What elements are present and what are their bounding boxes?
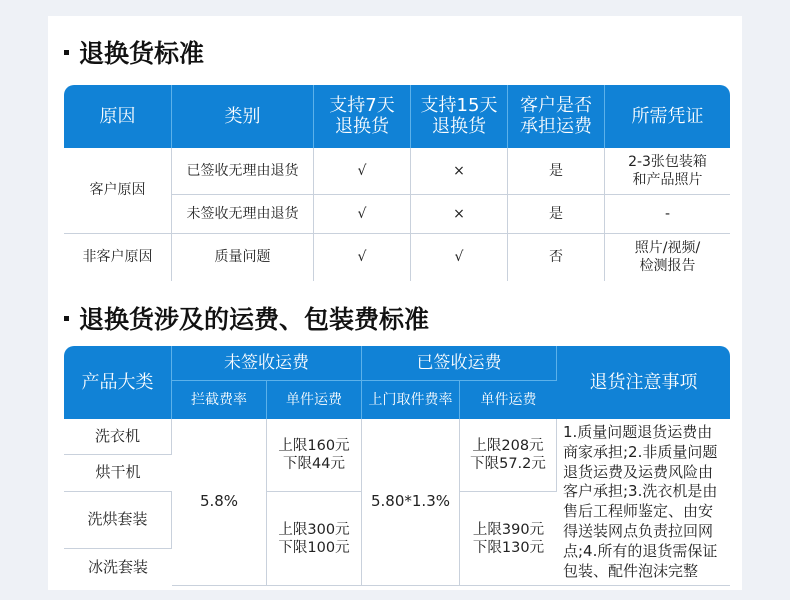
table-row [64,234,730,282]
header-category: 类别 [172,85,314,148]
section1-title [64,34,204,70]
unsigned-fee-cell: 上限160元 下限44元 [267,419,362,492]
bullet-dot-icon [64,316,69,321]
table-row [64,419,730,455]
intercept-rate-cell: 5.8% [172,419,267,586]
header-notes: 退货注意事项 [589,371,698,393]
category-cell: 质量问题 [172,234,314,282]
product-cell: 洗衣机 [64,419,172,455]
signed-fee-cell: 上限390元 下限130元 [460,492,557,586]
check-15day: × [411,148,508,195]
signed-fee-cell: 上限208元 下限57.2元 [460,419,557,492]
header-product-category: 产品大类 [64,346,172,419]
check-15day: × [411,195,508,233]
product-cell: 洗烘套装 [64,492,172,549]
table-header-row [64,85,730,148]
check-7day: √ [314,195,411,233]
section1-title-text: 退换货标准 [79,39,205,68]
header-signed-fee: 已签收运费 [362,346,557,381]
table-row [64,148,730,195]
header-single-fee-signed: 单件运费 [480,391,537,408]
return-notes-cell: 1.质量问题退货运费由商家承担;2.非质量问题退货运费及运费风险由客户承担;3.洗衣机是由售后工程师鉴定、由安得送装网点负责拉回网点;4.所有的退货需保证包装、配件泡沫完整 [557,419,730,586]
section2-title [64,300,429,336]
category-cell: 已签收无理由退货 [172,148,314,195]
check-7day: √ [314,234,411,282]
header-reason: 原因 [64,85,172,148]
product-cell: 冰洗套装 [64,549,172,586]
pickup-rate-cell: 5.80*1.3% [362,419,460,586]
header-intercept-rate: 拦截费率 [172,381,267,419]
header-pickup-rate: 上门取件费率 [362,381,460,419]
freight-cell: 是 [508,148,605,195]
shipping-fee-table [64,346,730,580]
check-7day: √ [314,148,411,195]
proof-cell: 照片/视频/ 检测报告 [605,234,730,282]
header-proof: 所需凭证 [631,105,704,127]
product-cell: 烘干机 [64,455,172,492]
freight-cell: 是 [508,195,605,233]
table-header-row [64,346,730,381]
proof-cell: 2-3张包装箱 和产品照片 [605,148,730,195]
unsigned-fee-cell: 上限300元 下限100元 [267,492,362,586]
bullet-dot-icon [64,50,69,55]
reason-non-customer: 非客户原因 [64,234,172,282]
proof-cell: - [605,195,730,233]
section2-title-text: 退换货涉及的运费、包装费标准 [79,305,430,334]
header-unsigned-fee: 未签收运费 [172,346,362,381]
header-15day: 支持15天 退换货 [411,85,508,148]
header-freight: 客户是否 承担运费 [508,85,605,148]
category-cell: 未签收无理由退货 [172,195,314,233]
header-single-fee-unsigned: 单件运费 [267,381,362,419]
header-7day: 支持7天 退换货 [314,85,411,148]
reason-customer: 客户原因 [64,148,172,234]
check-15day: √ [411,234,508,282]
freight-cell: 否 [508,234,605,282]
return-standard-table [64,85,730,281]
